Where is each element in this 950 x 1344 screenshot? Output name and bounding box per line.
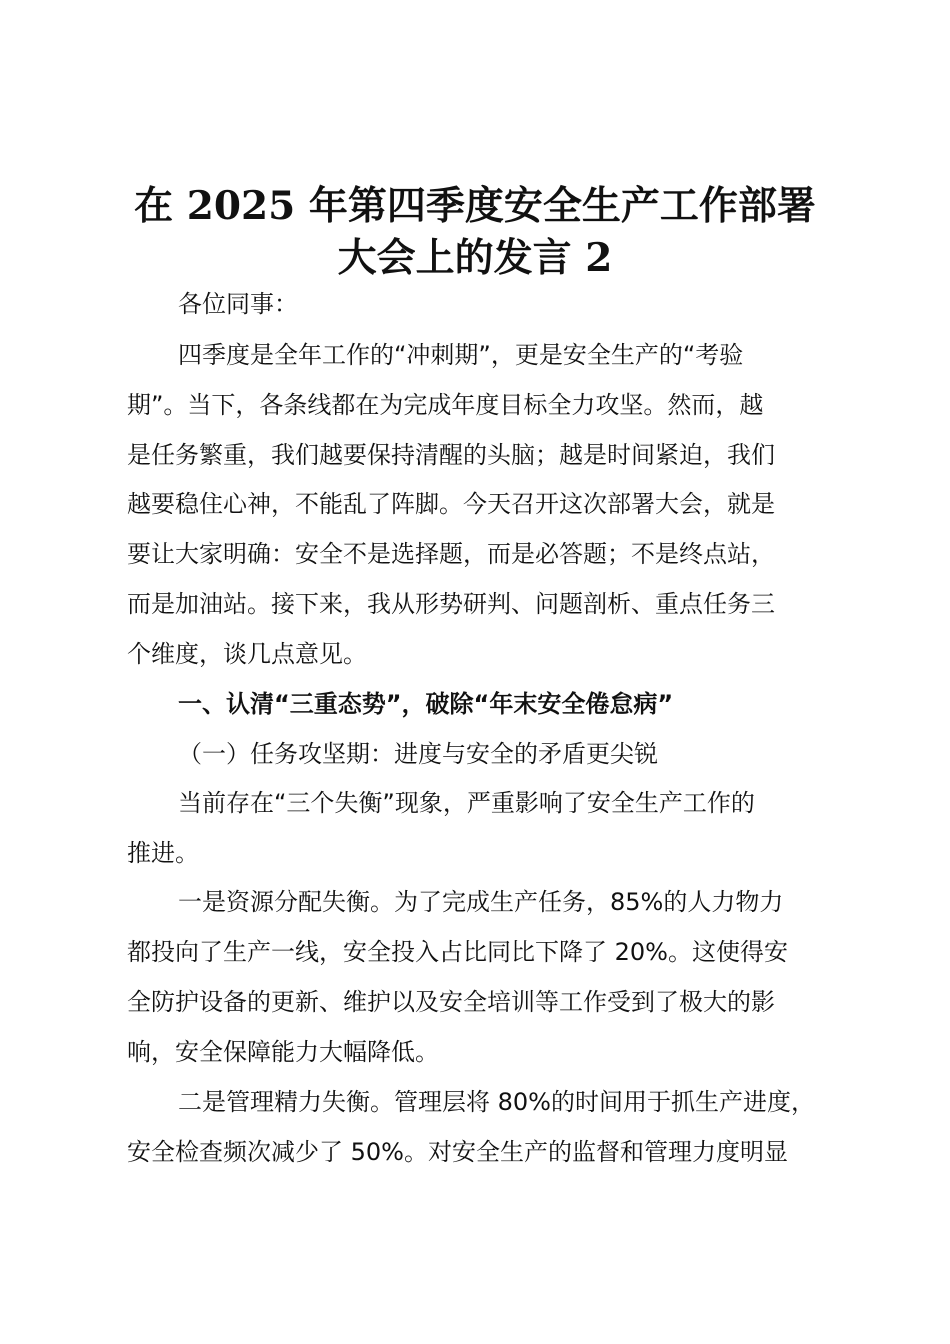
paragraph-line: 二是管理精力失衡。管理层将 80%的时间用于抓生产进度，: [178, 1088, 815, 1116]
paragraph-line: 都投向了生产一线，安全投入占比同比下降了 20%。这使得安: [127, 938, 788, 966]
document-title-line-1: 在 2025 年第四季度安全生产工作部署: [134, 183, 816, 229]
paragraph-line: 当前存在“三个失衡”现象，严重影响了安全生产工作的: [178, 789, 755, 817]
paragraph-line: 期”。当下，各条线都在为完成年度目标全力攻坚。然而，越: [127, 391, 764, 419]
paragraph-line: 推进。: [127, 839, 199, 867]
paragraph-line: 一是资源分配失衡。为了完成生产任务，85%的人力物力: [178, 888, 784, 916]
paragraph-line: 要让大家明确：安全不是选择题，而是必答题；不是终点站，: [127, 540, 775, 568]
paragraph-line: 四季度是全年工作的“冲刺期”，更是安全生产的“考验: [178, 341, 744, 369]
paragraph-line: 响，安全保障能力大幅降低。: [127, 1038, 439, 1066]
salutation: 各位同事：: [178, 290, 298, 318]
subsection-heading: （一）任务攻坚期：进度与安全的矛盾更尖锐: [178, 740, 658, 768]
paragraph-line: 而是加油站。接下来，我从形势研判、问题剖析、重点任务三: [127, 590, 775, 618]
paragraph-line: 是任务繁重，我们越要保持清醒的头脑；越是时间紧迫，我们: [127, 441, 775, 469]
paragraph-line: 安全检查频次减少了 50%。对安全生产的监督和管理力度明显: [127, 1138, 788, 1166]
paragraph-line: 个维度，谈几点意见。: [127, 640, 367, 668]
document-title-line-2: 大会上的发言 2: [337, 235, 613, 281]
section-heading: 一、认清“三重态势”，破除“年末安全倦怠病”: [178, 690, 674, 718]
paragraph-line: 越要稳住心神，不能乱了阵脚。今天召开这次部署大会，就是: [127, 490, 775, 518]
paragraph-line: 全防护设备的更新、维护以及安全培训等工作受到了极大的影: [127, 988, 775, 1016]
